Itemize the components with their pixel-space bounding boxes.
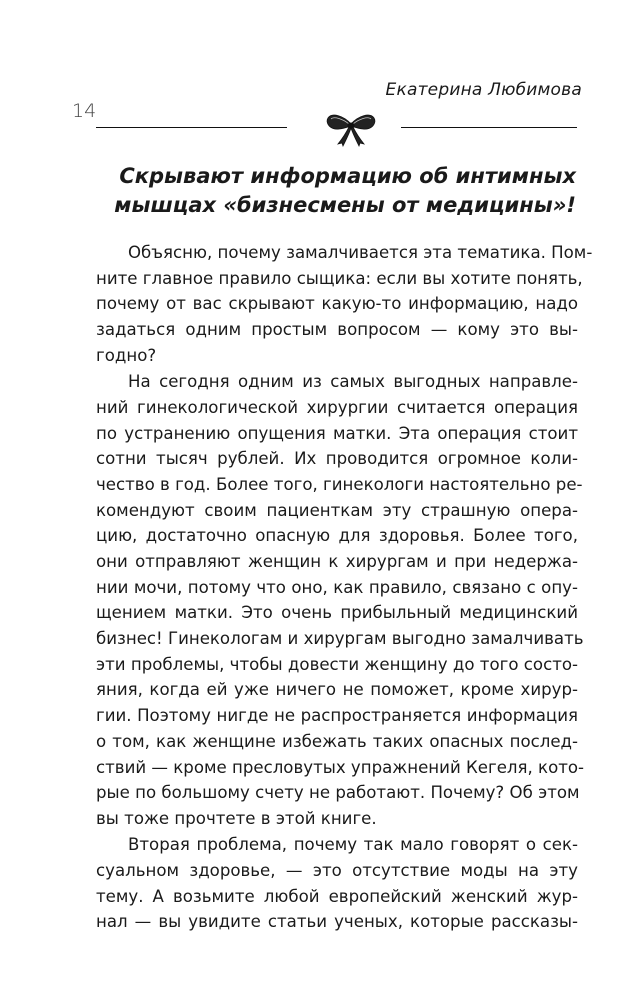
text-line: эти проблемы, чтобы довести женщину до того состо- xyxy=(96,654,578,674)
text-line: ните главное правило сыщика: если вы хотите понять, xyxy=(96,268,583,288)
text-line: цию, достаточно опасную для здоровья. Более того, xyxy=(96,526,578,546)
section-heading xyxy=(100,162,576,220)
bow-icon xyxy=(322,110,380,148)
text-line: комендуют своим пациенткам эту страшную опера- xyxy=(96,500,578,520)
text-line: тему. А возьмите любой европейский женский жур- xyxy=(96,886,578,906)
text-line: Вторая проблема, почему так мало говорят о сек- xyxy=(128,835,578,855)
text-line: ствий — кроме пресловутых упражнений Кегеля, кото- xyxy=(96,757,585,777)
text-line: ний гинекологической хирургии считается операция xyxy=(96,397,578,417)
text-line: о том, как женщине избежать таких опасных послед- xyxy=(96,731,578,751)
page-number: 14 xyxy=(72,100,97,122)
divider-right xyxy=(401,127,577,128)
text-line: нал — вы увидите статьи ученых, которые рассказы- xyxy=(96,912,578,932)
text-line: На сегодня одним из самых выгодных направле- xyxy=(128,372,578,392)
text-line: чество в год. Более того, гинекологи настоятельно ре- xyxy=(96,474,583,494)
author-name: Екатерина Любимова xyxy=(385,80,582,100)
paragraph xyxy=(96,369,585,831)
text-line: суальном здоровье, — это отсутствие моды на эту xyxy=(96,861,578,881)
text-line: они отправляют женщин к хирургам и при недержа- xyxy=(96,552,578,572)
heading-line: Скрывают информацию об интимных xyxy=(119,164,576,188)
text-line: нии мочи, потому что оно, как правило, связано с опу- xyxy=(96,577,578,597)
text-line: по устранению опущения матки. Эта операция стоит xyxy=(96,423,578,443)
text-line: почему от вас скрывают какую-то информацию, надо xyxy=(96,294,578,314)
paragraph xyxy=(96,240,593,368)
text-line: щением матки. Это очень прибыльный медицинский xyxy=(96,603,578,623)
text-line: вы тоже прочтете в этой книге. xyxy=(96,808,377,828)
body-text xyxy=(96,240,593,936)
text-line: гии. Поэтому нигде не распространяется информация xyxy=(96,706,578,726)
divider-left xyxy=(96,127,287,128)
text-line: яния, когда ей уже ничего не поможет, кроме хирур- xyxy=(96,680,578,700)
text-line: бизнес! Гинекологам и хирургам выгодно замалчивать xyxy=(96,629,584,649)
text-line: рые по большому счету не работают. Почему? Об этом xyxy=(96,783,580,803)
text-line: Объясню, почему замалчивается эта тематика. Пом- xyxy=(128,243,593,262)
paragraph xyxy=(96,832,578,935)
heading-line: мышцах «бизнесмены от медицины»! xyxy=(114,193,576,217)
text-line: годно? xyxy=(96,345,157,365)
text-line: сотни тысяч рублей. Их проводится огромное коли- xyxy=(96,449,578,469)
text-line: задаться одним простым вопросом — кому это вы- xyxy=(96,320,578,340)
